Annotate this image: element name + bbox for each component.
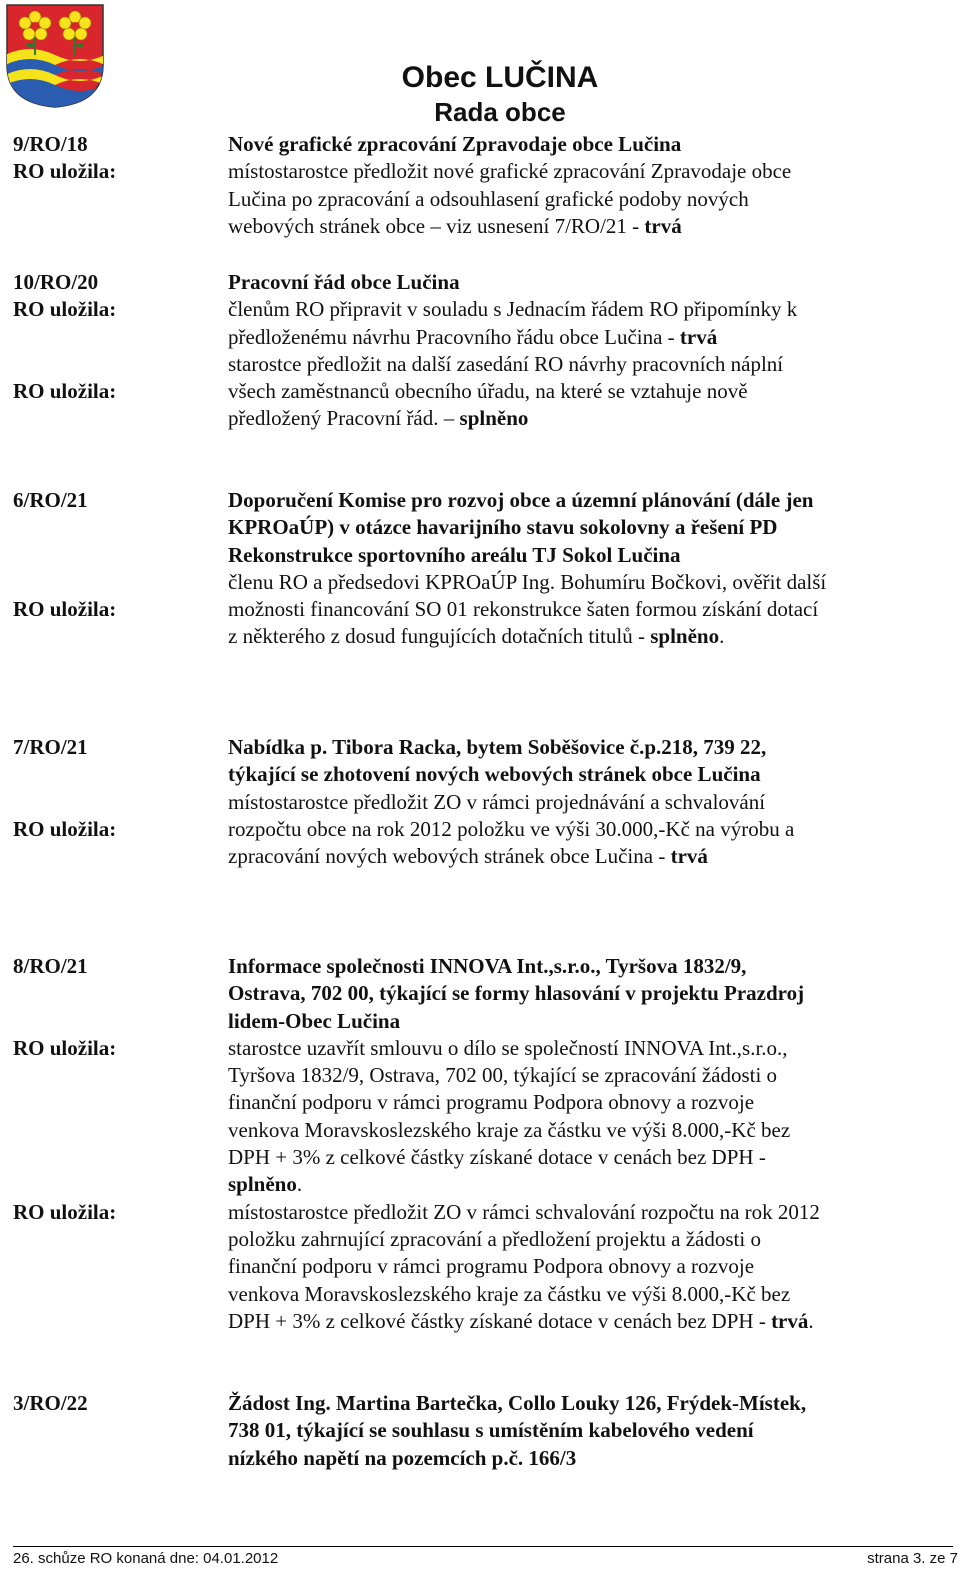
resolution-text: starostce předložit na další zasedání RO návrhy pracovních náplní všech zaměstnanců obecního úřadu, na které se vztahuje nově předložený Pracovní řád. – <box>228 351 784 431</box>
resolution-text: místostarostce předložit ZO v rámci projednávání a schvalování rozpočtu obce na rok 2012 položku ve výši 30.000,-Kč na výrobu a zpracování nových webových stránek obce Lučina - <box>228 789 795 869</box>
footer-page-number: strana 3. ze 7 <box>867 1550 958 1567</box>
entry-number: 6/RO/21 <box>13 488 88 512</box>
entry-label: RO uložila: <box>13 159 117 184</box>
entry-body <box>228 487 828 651</box>
resolution-text: členu RO a předsedovi KPROaÚP Ing. Bohumíru Bočkovi, ověřit další možnosti financování SO 01 rekonstrukce šaten formou získání dotací z některého z dosud fungujících dotačních titulů - <box>228 569 827 649</box>
entry-title: Nabídka p. Tibora Racka, bytem Soběšovice č.p.218, 739 22, týkající se zhotovení nových webových stránek obce Lučina <box>228 735 767 787</box>
status-text: splněno <box>459 406 529 431</box>
entry-text <box>228 158 828 240</box>
entry-title: Žádost Ing. Martina Bartečka, Collo Louky 126, Frýdek-Místek, 738 01, týkající se souhlasu s umístěním kabelového vedení nízkého napětí na pozemcích p.č. 166/3 <box>228 1391 807 1470</box>
page-footer <box>13 1548 958 1570</box>
entry-number: 9/RO/18 <box>13 132 88 156</box>
footer-divider <box>13 1546 953 1547</box>
entry-label: RO uložila: <box>13 1035 117 1060</box>
entry-number: 10/RO/20 <box>13 270 99 294</box>
entry-title: Nové grafické zpracování Zpravodaje obce Lučina <box>228 132 682 156</box>
entry-number: 3/RO/22 <box>13 1391 88 1415</box>
entry-body <box>228 734 828 870</box>
entry-label: RO uložila: <box>13 379 117 404</box>
status-text: splněno <box>650 624 720 649</box>
status-text: trvá <box>679 324 718 349</box>
entry-label: RO uložila: <box>13 297 117 322</box>
entry-body <box>228 269 828 433</box>
resolution-text: místostarostce předložit ZO v rámci schvalování rozpočtu na rok 2012 položku zahrnující zpracování a předložení projektu a žádosti o finanční podporu v rámci programu Podpora obnovy a rozvoje venkova Moravskoslezského kraje za částku ve výši 8.000,-Kč bez DPH + 3% z celkové částky získané dotace v cenách bez DPH - <box>228 1199 820 1333</box>
entry-title: Informace společnosti INNOVA Int.,s.r.o., Tyršova 1832/9, Ostrava, 702 00, týkající se formy hlasování v projektu Prazdroj lidem-Obec Lučina <box>228 954 805 1033</box>
entry-text <box>228 351 828 433</box>
entry-label: RO uložila: <box>13 816 117 841</box>
page-title: Obec LUČINA <box>401 61 599 94</box>
entry-title: Pracovní řád obce Lučina <box>228 270 460 294</box>
entry-body <box>228 131 828 240</box>
status-suffix: . <box>296 1172 303 1197</box>
entry-text <box>228 1035 828 1199</box>
coat-of-arms-logo <box>5 3 105 109</box>
entry-body <box>228 1390 828 1472</box>
entry-text <box>228 789 828 871</box>
resolution-text: členům RO připravit v souladu s Jednacím řádem RO připomínky k předloženému návrhu Pracovního řádu obce Lučina - <box>228 297 798 349</box>
entry-text <box>228 1199 828 1335</box>
status-suffix: . <box>719 624 725 649</box>
resolution-text: místostarostce předložit nové grafické zpracování Zpravodaje obce Lučina po zpracování a odsouhlasení grafické podoby nových webových stránek obce – viz usnesení 7/RO/21 - <box>228 159 792 238</box>
entry-text <box>228 296 828 351</box>
resolution-text: starostce uzavřít smlouvu o dílo se společností INNOVA Int.,s.r.o., Tyršova 1832/9, Ostrava, 702 00, týkající se zpracování žádosti o finanční podporu v rámci programu Podpora obnovy a rozvoje venkova Moravskoslezského kraje za částku ve výši 8.000,-Kč bez DPH + 3% z celkové částky získané dotace v cenách bez DPH - <box>228 1035 791 1170</box>
status-suffix: . <box>808 1308 814 1333</box>
entry-number: 8/RO/21 <box>13 954 88 978</box>
entry-title: Doporučení Komise pro rozvoj obce a územní plánování (dále jen KPROaÚP) v otázce havarijního stavu sokolovny a řešení PD Rekonstrukce sportovního areálu TJ Sokol Lučina <box>228 488 814 567</box>
footer-meeting-info: 26. schůze RO konaná dne: 04.01.2012 <box>13 1550 279 1567</box>
status-text: trvá <box>771 1308 809 1333</box>
entry-number: 7/RO/21 <box>13 735 88 759</box>
entry-label: RO uložila: <box>13 1199 117 1224</box>
status-text: trvá <box>670 844 708 869</box>
page-subtitle: Rada obce <box>434 97 566 127</box>
entry-body <box>228 953 828 1335</box>
status-text: trvá <box>644 213 682 238</box>
status-text: splněno <box>228 1172 297 1197</box>
entry-label: RO uložila: <box>13 597 117 622</box>
entry-text <box>228 569 828 651</box>
